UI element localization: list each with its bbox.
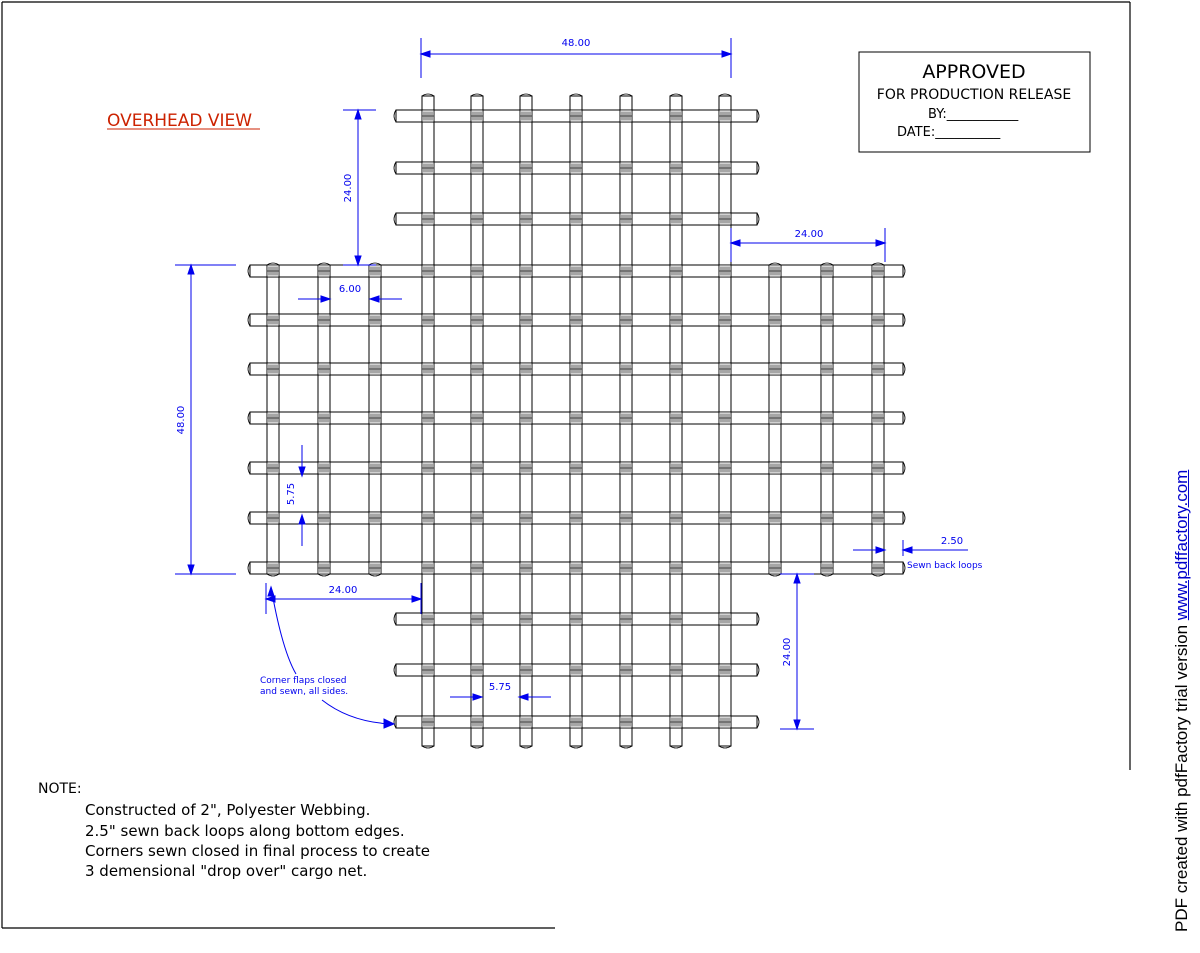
stitch-box <box>369 314 381 326</box>
dimension-arrow <box>412 596 421 602</box>
stitch-box <box>821 412 833 424</box>
stitch-box <box>422 613 434 625</box>
stitch-box <box>471 363 483 375</box>
stitch-box <box>719 162 731 174</box>
stitch-box <box>318 265 330 277</box>
note-line: 2.5" sewn back loops along bottom edges. <box>85 822 405 840</box>
dim-label-strap-spacing-v: 5.75 <box>286 482 297 506</box>
stitch-box <box>422 512 434 524</box>
stitch-box <box>422 162 434 174</box>
stitch-box <box>769 314 781 326</box>
stitch-box <box>719 716 731 728</box>
stitch-box <box>369 265 381 277</box>
stitch-box <box>620 664 632 676</box>
stitch-box <box>821 462 833 474</box>
stitch-box <box>670 562 682 574</box>
stitch-box <box>872 462 884 474</box>
dimension-arrow <box>355 110 361 119</box>
stitch-box <box>719 613 731 625</box>
stitch-box <box>520 412 532 424</box>
stitch-box <box>471 314 483 326</box>
stitch-box <box>369 462 381 474</box>
stitch-box <box>520 716 532 728</box>
stitch-box <box>872 562 884 574</box>
stitch-box <box>520 664 532 676</box>
watermark-text: PDF created with pdfFactory trial version <box>1172 620 1191 932</box>
stitch-box <box>670 512 682 524</box>
dimension-arrow <box>722 51 731 57</box>
stitch-box <box>670 613 682 625</box>
dimension-arrow <box>903 547 912 553</box>
dim-label-left-flap-width: 24.00 <box>328 585 358 596</box>
dim-label-loop-length: 2.50 <box>940 536 964 547</box>
stitch-box <box>570 162 582 174</box>
stitch-box <box>471 110 483 122</box>
dimension-arrow <box>421 51 430 57</box>
leader-line <box>322 700 391 724</box>
stitch-box <box>620 110 632 122</box>
stitch-box <box>520 162 532 174</box>
stitch-box <box>670 462 682 474</box>
stitch-box <box>872 314 884 326</box>
approval-heading: APPROVED <box>922 61 1026 83</box>
stitch-box <box>520 562 532 574</box>
stitch-box <box>520 213 532 225</box>
dimension-arrow <box>794 574 800 583</box>
stitch-box <box>821 562 833 574</box>
approval-date: DATE:__________ <box>897 125 1001 140</box>
stitch-box <box>620 562 632 574</box>
dimension-arrow <box>876 240 885 246</box>
stitch-box <box>670 213 682 225</box>
stitch-box <box>422 462 434 474</box>
stitch-box <box>520 512 532 524</box>
stitch-box <box>422 716 434 728</box>
pdffactory-watermark <box>1172 470 1192 932</box>
stitch-box <box>267 363 279 375</box>
dimension-arrow <box>794 720 800 729</box>
stitch-box <box>369 512 381 524</box>
stitch-box <box>570 110 582 122</box>
stitch-box <box>872 363 884 375</box>
dim-label-top-flap-height: 24.00 <box>343 173 354 203</box>
stitch-box <box>670 110 682 122</box>
stitch-box <box>422 664 434 676</box>
stitch-box <box>769 265 781 277</box>
stitch-box <box>821 265 833 277</box>
stitch-box <box>872 412 884 424</box>
note-line: Constructed of 2", Polyester Webbing. <box>85 801 371 819</box>
stitch-box <box>267 462 279 474</box>
stitch-box <box>520 265 532 277</box>
stitch-box <box>821 314 833 326</box>
stitch-box <box>769 412 781 424</box>
stitch-box <box>719 562 731 574</box>
approval-line: FOR PRODUCTION RELEASE <box>876 87 1072 103</box>
stitch-box <box>570 613 582 625</box>
stitch-box <box>471 213 483 225</box>
stitch-box <box>620 363 632 375</box>
stitch-box <box>471 716 483 728</box>
dim-label-strap-spacing-h: 6.00 <box>338 284 362 295</box>
callout-corner-line1: Corner flaps closed <box>260 676 347 686</box>
callout-sewn-back-loops: Sewn back loops <box>907 561 983 571</box>
stitch-box <box>570 664 582 676</box>
stitch-box <box>267 512 279 524</box>
note-line: 3 demensional "drop over" cargo net. <box>85 862 368 880</box>
stitch-box <box>471 462 483 474</box>
stitch-box <box>821 363 833 375</box>
stitch-box <box>719 213 731 225</box>
approval-box <box>859 52 1090 152</box>
stitch-box <box>670 664 682 676</box>
stitch-box <box>318 314 330 326</box>
stitch-box <box>670 265 682 277</box>
stitch-box <box>719 265 731 277</box>
stitch-box <box>620 162 632 174</box>
stitch-box <box>620 213 632 225</box>
stitch-box <box>620 265 632 277</box>
stitch-box <box>267 412 279 424</box>
stitch-box <box>471 613 483 625</box>
stitch-box <box>769 512 781 524</box>
stitch-box <box>719 664 731 676</box>
stitch-box <box>719 110 731 122</box>
stitch-box <box>422 562 434 574</box>
stitch-box <box>570 512 582 524</box>
stitch-box <box>570 314 582 326</box>
stitch-box <box>620 462 632 474</box>
stitch-box <box>318 562 330 574</box>
stitch-box <box>520 110 532 122</box>
stitch-box <box>471 512 483 524</box>
stitch-box <box>570 562 582 574</box>
stitch-box <box>620 716 632 728</box>
stitch-box <box>369 363 381 375</box>
dim-label-left-height: 48.00 <box>176 405 187 435</box>
stitch-box <box>422 213 434 225</box>
stitch-box <box>422 110 434 122</box>
view-title: OVERHEAD VIEW <box>107 111 253 131</box>
stitch-box <box>670 363 682 375</box>
dimension-arrow <box>731 240 740 246</box>
stitch-box <box>821 512 833 524</box>
stitch-box <box>570 265 582 277</box>
approval-by: BY:___________ <box>928 107 1019 122</box>
stitch-box <box>570 213 582 225</box>
dimension-arrow <box>188 565 194 574</box>
stitch-box <box>422 412 434 424</box>
stitch-box <box>620 512 632 524</box>
dim-label-right-flap-width: 24.00 <box>794 229 824 240</box>
stitch-box <box>670 412 682 424</box>
stitch-box <box>719 412 731 424</box>
stitch-box <box>471 664 483 676</box>
stitch-box <box>318 363 330 375</box>
stitch-box <box>520 314 532 326</box>
stitch-box <box>267 562 279 574</box>
stitch-box <box>471 562 483 574</box>
dimension-arrow <box>384 719 394 728</box>
stitch-box <box>422 265 434 277</box>
callout-corner-line2: and sewn, all sides. <box>260 687 349 697</box>
stitch-box <box>369 412 381 424</box>
stitch-box <box>719 512 731 524</box>
stitch-box <box>520 363 532 375</box>
stitch-box <box>471 162 483 174</box>
stitch-box <box>267 265 279 277</box>
dimension-arrow <box>268 587 274 596</box>
stitch-box <box>318 412 330 424</box>
stitch-box <box>719 462 731 474</box>
stitch-box <box>769 363 781 375</box>
stitch-box <box>620 613 632 625</box>
stitch-box <box>570 462 582 474</box>
stitch-box <box>520 613 532 625</box>
stitch-box <box>318 462 330 474</box>
stitch-box <box>872 265 884 277</box>
stitch-box <box>471 412 483 424</box>
dim-label-bottom-flap-height: 24.00 <box>782 637 793 667</box>
dim-label-top-width: 48.00 <box>561 38 591 49</box>
note-line: Corners sewn closed in final process to create <box>85 842 430 860</box>
dimension-arrow <box>188 265 194 274</box>
stitch-box <box>670 162 682 174</box>
stitch-box <box>719 314 731 326</box>
stitch-box <box>267 314 279 326</box>
stitch-box <box>620 412 632 424</box>
stitch-box <box>769 562 781 574</box>
stitch-box <box>422 314 434 326</box>
stitch-box <box>471 265 483 277</box>
stitch-box <box>570 412 582 424</box>
stitch-box <box>318 512 330 524</box>
stitch-box <box>422 363 434 375</box>
watermark-link[interactable]: www.pdffactory.com <box>1172 469 1191 621</box>
note-heading: NOTE: <box>38 781 82 797</box>
stitch-box <box>670 716 682 728</box>
stitch-box <box>369 562 381 574</box>
dim-label-bottom-spacing: 5.75 <box>488 682 512 693</box>
stitch-box <box>769 462 781 474</box>
stitch-box <box>570 716 582 728</box>
stitch-box <box>719 363 731 375</box>
stitch-box <box>620 314 632 326</box>
stitch-box <box>670 314 682 326</box>
stitch-box <box>570 363 582 375</box>
stitch-box <box>872 512 884 524</box>
stitch-box <box>520 462 532 474</box>
dimension-arrow <box>355 256 361 265</box>
